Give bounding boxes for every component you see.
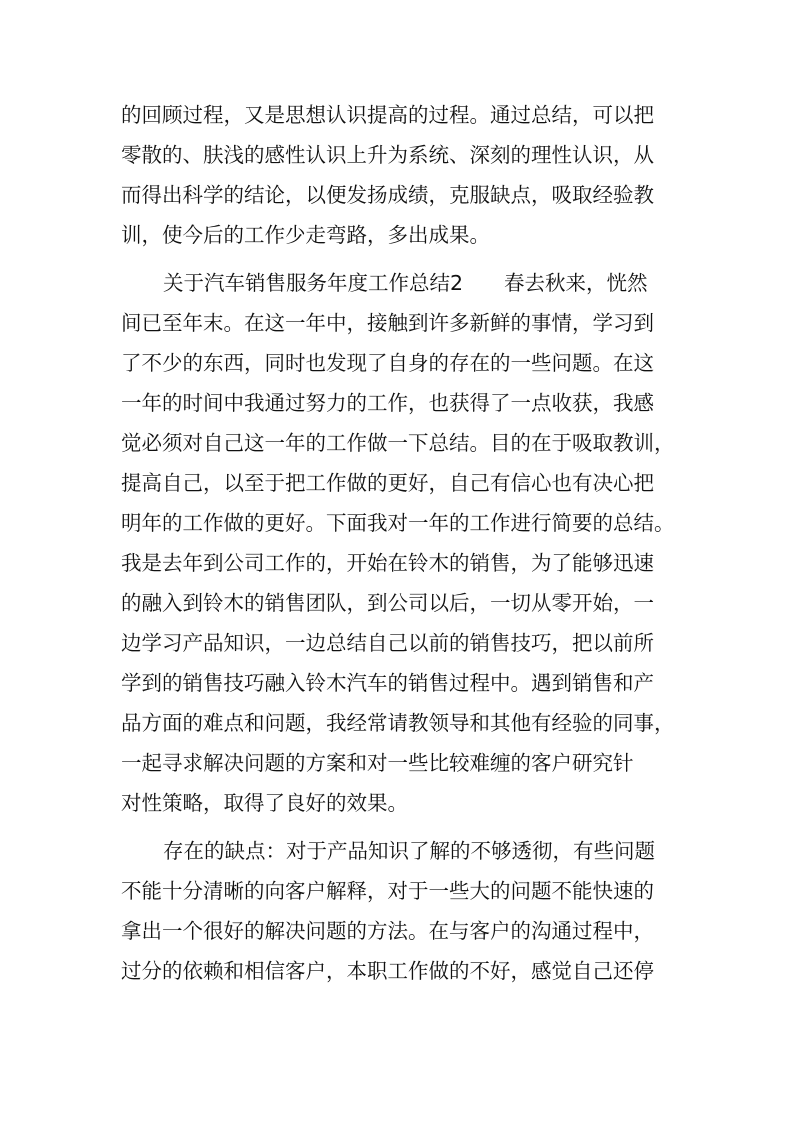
text-line: 对性策略，取得了良好的效果。: [121, 791, 408, 815]
text-line: 存在的缺点：对于产品知识了解的不够透彻，有些问题: [163, 839, 655, 863]
text-line: 不能十分清晰的向客户解释，对于一些大的问题不能快速的: [121, 879, 654, 903]
text-line: 训，使今后的工作少走弯路，多出成果。: [121, 223, 490, 247]
text-line: 的融入到铃木的销售团队，到公司以后，一切从零开始，一: [121, 591, 654, 615]
text-line: 过分的依赖和相信客户，本职工作做的不好，感觉自己还停: [121, 959, 654, 983]
text-line: 边学习产品知识，一边总结自己以前的销售技巧，把以前所: [121, 631, 654, 655]
text-line: 了不少的东西，同时也发现了自身的存在的一些问题。在这: [121, 351, 654, 375]
text-line: 而得出科学的结论，以便发扬成绩，克服缺点，吸取经验教: [121, 183, 654, 207]
text-line: 一年的时间中我通过努力的工作，也获得了一点收获，我感: [121, 391, 654, 415]
text-line: 提高自己，以至于把工作做的更好，自己有信心也有决心把: [121, 471, 654, 495]
text-line: 觉必须对自己这一年的工作做一下总结。目的在于吸取教训，: [121, 431, 675, 455]
text-line: 品方面的难点和问题，我经常请教领导和其他有经验的同事，: [121, 711, 675, 735]
text-line: 学到的销售技巧融入铃木汽车的销售过程中。遇到销售和产: [121, 671, 654, 695]
text-line: 间已至年末。在这一年中，接触到许多新鲜的事情，学习到: [121, 311, 654, 335]
text-line: 零散的、肤浅的感性认识上升为系统、深刻的理性认识，从: [121, 143, 654, 167]
text-line: 明年的工作做的更好。下面我对一年的工作进行简要的总结。: [121, 511, 675, 535]
text-line: 拿出一个很好的解决问题的方法。在与客户的沟通过程中，: [121, 919, 654, 943]
text-line: 关于汽车销售服务年度工作总结2 春去秋来，恍然: [163, 271, 648, 295]
text-line: 一起寻求解决问题的方案和对一些比较难缠的客户研究针: [121, 751, 634, 775]
text-line: 的回顾过程，又是思想认识提高的过程。通过总结，可以把: [121, 103, 654, 127]
text-line: 我是去年到公司工作的，开始在铃木的销售，为了能够迅速: [121, 551, 654, 575]
